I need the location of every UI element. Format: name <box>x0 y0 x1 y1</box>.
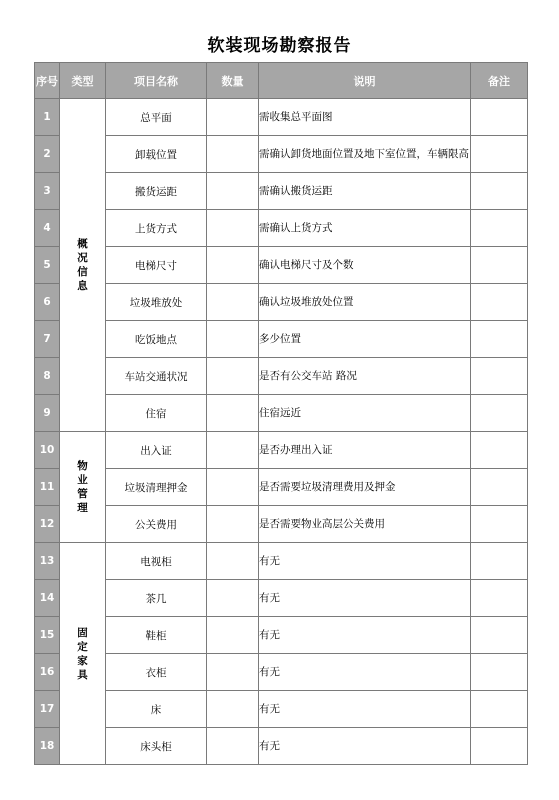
table-header <box>35 63 528 99</box>
note-cell <box>471 728 528 765</box>
description-cell: 有无 <box>259 543 471 580</box>
description-cell: 需确认卸货地面位置及地下室位置，车辆限高 <box>259 136 471 173</box>
item-name: 出入证 <box>106 432 207 469</box>
table-row <box>35 358 528 395</box>
table-row <box>35 617 528 654</box>
description-cell: 有无 <box>259 728 471 765</box>
row-number: 9 <box>35 395 60 432</box>
item-name: 电梯尺寸 <box>106 247 207 284</box>
item-name: 总平面 <box>106 99 207 136</box>
header-type: 类型 <box>60 63 106 99</box>
quantity-cell <box>207 432 259 469</box>
quantity-cell <box>207 358 259 395</box>
note-cell <box>471 99 528 136</box>
item-name: 鞋柜 <box>106 617 207 654</box>
item-name: 垃圾堆放处 <box>106 284 207 321</box>
item-name: 卸载位置 <box>106 136 207 173</box>
header-row <box>35 63 528 99</box>
description-cell: 需确认搬货运距 <box>259 173 471 210</box>
note-cell <box>471 395 528 432</box>
quantity-cell <box>207 136 259 173</box>
item-name: 车站交通状况 <box>106 358 207 395</box>
description-cell: 需收集总平面图 <box>259 99 471 136</box>
row-number: 16 <box>35 654 60 691</box>
row-number: 5 <box>35 247 60 284</box>
table-row <box>35 469 528 506</box>
row-number: 11 <box>35 469 60 506</box>
note-cell <box>471 543 528 580</box>
note-cell <box>471 136 528 173</box>
description-cell: 需确认上货方式 <box>259 210 471 247</box>
header-qty: 数量 <box>207 63 259 99</box>
note-cell <box>471 617 528 654</box>
item-name: 住宿 <box>106 395 207 432</box>
table-row <box>35 99 528 136</box>
note-cell <box>471 580 528 617</box>
row-number: 12 <box>35 506 60 543</box>
table-row <box>35 173 528 210</box>
item-name: 电视柜 <box>106 543 207 580</box>
row-number: 7 <box>35 321 60 358</box>
row-number: 17 <box>35 691 60 728</box>
table-body <box>35 99 528 765</box>
table-row <box>35 654 528 691</box>
item-name: 上货方式 <box>106 210 207 247</box>
table-row <box>35 321 528 358</box>
note-cell <box>471 432 528 469</box>
description-cell: 有无 <box>259 654 471 691</box>
row-number: 15 <box>35 617 60 654</box>
quantity-cell <box>207 617 259 654</box>
category-label: 物业管理 <box>77 460 88 514</box>
row-number: 8 <box>35 358 60 395</box>
quantity-cell <box>207 691 259 728</box>
note-cell <box>471 210 528 247</box>
row-number: 4 <box>35 210 60 247</box>
description-cell: 确认垃圾堆放处位置 <box>259 284 471 321</box>
quantity-cell <box>207 99 259 136</box>
header-item: 项目名称 <box>106 63 207 99</box>
item-name: 床头柜 <box>106 728 207 765</box>
quantity-cell <box>207 284 259 321</box>
description-cell: 确认电梯尺寸及个数 <box>259 247 471 284</box>
header-desc: 说明 <box>259 63 471 99</box>
table-row <box>35 284 528 321</box>
item-name: 公关费用 <box>106 506 207 543</box>
table-row <box>35 432 528 469</box>
table-row <box>35 210 528 247</box>
category-label: 概况信息 <box>77 238 88 292</box>
description-cell: 多少位置 <box>259 321 471 358</box>
quantity-cell <box>207 321 259 358</box>
quantity-cell <box>207 247 259 284</box>
row-number: 10 <box>35 432 60 469</box>
item-name: 床 <box>106 691 207 728</box>
table-row <box>35 136 528 173</box>
quantity-cell <box>207 210 259 247</box>
note-cell <box>471 358 528 395</box>
item-name: 搬货运距 <box>106 173 207 210</box>
quantity-cell <box>207 543 259 580</box>
description-cell: 住宿远近 <box>259 395 471 432</box>
description-cell: 是否需要物业高层公关费用 <box>259 506 471 543</box>
quantity-cell <box>207 654 259 691</box>
note-cell <box>471 247 528 284</box>
description-cell: 有无 <box>259 580 471 617</box>
note-cell <box>471 654 528 691</box>
item-name: 吃饭地点 <box>106 321 207 358</box>
note-cell <box>471 321 528 358</box>
item-name: 茶几 <box>106 580 207 617</box>
table-row <box>35 506 528 543</box>
item-name: 垃圾清理押金 <box>106 469 207 506</box>
note-cell <box>471 469 528 506</box>
header-note: 备注 <box>471 63 528 99</box>
row-number: 2 <box>35 136 60 173</box>
row-number: 3 <box>35 173 60 210</box>
row-number: 13 <box>35 543 60 580</box>
description-cell: 是否需要垃圾清理费用及押金 <box>259 469 471 506</box>
category-cell <box>60 543 106 765</box>
description-cell: 有无 <box>259 691 471 728</box>
item-name: 衣柜 <box>106 654 207 691</box>
table-row <box>35 691 528 728</box>
quantity-cell <box>207 173 259 210</box>
description-cell: 有无 <box>259 617 471 654</box>
row-number: 18 <box>35 728 60 765</box>
survey-table <box>34 62 528 765</box>
note-cell <box>471 506 528 543</box>
table-row <box>35 395 528 432</box>
table-row <box>35 543 528 580</box>
quantity-cell <box>207 506 259 543</box>
table-row <box>35 580 528 617</box>
quantity-cell <box>207 728 259 765</box>
note-cell <box>471 284 528 321</box>
category-label: 固定家具 <box>77 626 88 681</box>
description-cell: 是否办理出入证 <box>259 432 471 469</box>
quantity-cell <box>207 469 259 506</box>
quantity-cell <box>207 395 259 432</box>
row-number: 1 <box>35 99 60 136</box>
header-seq: 序号 <box>35 63 60 99</box>
row-number: 6 <box>35 284 60 321</box>
note-cell <box>471 173 528 210</box>
note-cell <box>471 691 528 728</box>
report-title: 软装现场勘察报告 <box>207 36 352 56</box>
row-number: 14 <box>35 580 60 617</box>
category-cell <box>60 432 106 543</box>
description-cell: 是否有公交车站 路况 <box>259 358 471 395</box>
quantity-cell <box>207 580 259 617</box>
category-cell <box>60 99 106 432</box>
table-row <box>35 728 528 765</box>
table-row <box>35 247 528 284</box>
